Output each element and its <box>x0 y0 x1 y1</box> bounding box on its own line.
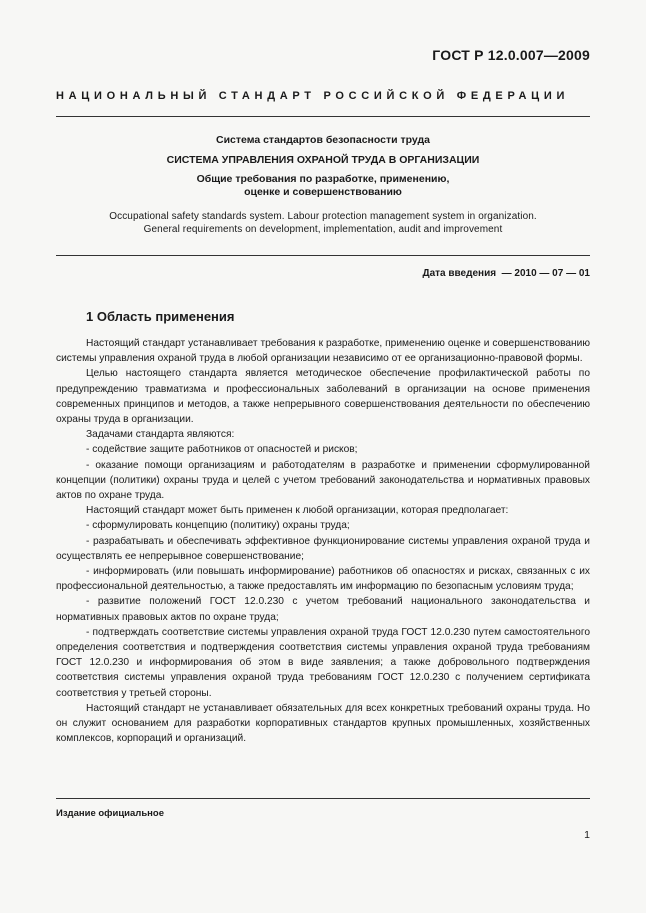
section-heading: 1 Область применения <box>86 309 235 324</box>
list-item: - содействие защите работников от опасностей и рисков; <box>86 444 358 456</box>
top-divider <box>56 116 590 117</box>
edition-note: Издание официальное <box>56 808 164 819</box>
document-number: ГОСТ Р 12.0.007—2009 <box>432 47 590 63</box>
paragraph: Настоящий стандарт устанавливает требования к разработке, применению оценке и совершенствованию системы управления охраной труда в любой организации независимо от ее организационно-правовой формы. <box>56 338 590 365</box>
page-number: 1 <box>584 829 590 841</box>
bottom-divider <box>56 798 590 799</box>
list-item: - сформулировать концепцию (политику) охраны труда; <box>86 520 350 532</box>
english-title-line-2: General requirements on development, implementation, audit and improvement <box>143 224 503 235</box>
subtitle-line-1: Общие требования по разработке, применению, <box>196 173 450 185</box>
list-item: - разрабатывать и обеспечивать эффективное функционирование системы управления охраной труда и осуществлять ее непрерывное совершенствование; <box>56 535 590 562</box>
list-item: - оказание помощи организациям и работодателям в разработке и применении сформулированной концепции (политики) охраны труда и целей с учетом требований законодательства и нормативных правовых актов по охране труда. <box>56 459 590 502</box>
main-title: СИСТЕМА УПРАВЛЕНИЯ ОХРАНОЙ ТРУДА В ОРГАНИЗАЦИИ <box>166 154 480 166</box>
english-title-line-1: Occupational safety standards system. Labour protection management system in organization. <box>109 211 537 222</box>
middle-divider <box>56 255 590 256</box>
national-standard-banner: НАЦИОНАЛЬНЫЙ СТАНДАРТ РОССИЙСКОЙ ФЕДЕРАЦИИ <box>56 90 570 102</box>
paragraph: Настоящий стандарт может быть применен к любой организации, которая предполагает: <box>86 505 509 517</box>
section-body <box>56 336 590 746</box>
paragraph: Настоящий стандарт не устанавливает обязательных для всех конкретных требований охраны труда. Но он служит основанием для разработки корпоративных стандартов крупных промышленных, хозяйственных комплексов, корпораций и организаций. <box>56 702 590 745</box>
introduction-date: Дата введения — 2010 — 07 — 01 <box>422 268 590 279</box>
subtitle-line-2: оценке и совершенствованию <box>244 186 402 198</box>
paragraph: Задачами стандарта являются: <box>86 429 235 441</box>
title-block <box>56 134 590 236</box>
series-title: Система стандартов безопасности труда <box>215 134 431 146</box>
list-item: - информировать (или повышать информирование) работников об опасностях и рисках, связанных с их профессиональной деятельностью, а также предоставлять им информацию по безопасным условиям труда; <box>56 566 590 593</box>
list-item: - подтверждать соответствие системы управления охраной труда ГОСТ 12.0.230 путем самостоятельного определения соответствия и подтверждения соответствия системы управления охраной труда требованиям ГОСТ 12.0.230 и информирования об этом в виде заявления; а также добровольного подтверждения соответствия системы управления охраной труда требованиям ГОСТ 12.0.230 с получением сертификата соответствия у третьей стороны. <box>56 626 590 699</box>
paragraph: Целью настоящего стандарта является методическое обеспечение профилактической работы по предупреждению травматизма и профессиональных заболеваний в организации на основе применения современных принципов и методов, а также непрерывного совершенствования деятельности по обеспечению охраны труда в организации. <box>56 368 590 426</box>
list-item: - развитие положений ГОСТ 12.0.230 с учетом требований национального законодательства и нормативных правовых актов по охране труда; <box>56 596 590 623</box>
